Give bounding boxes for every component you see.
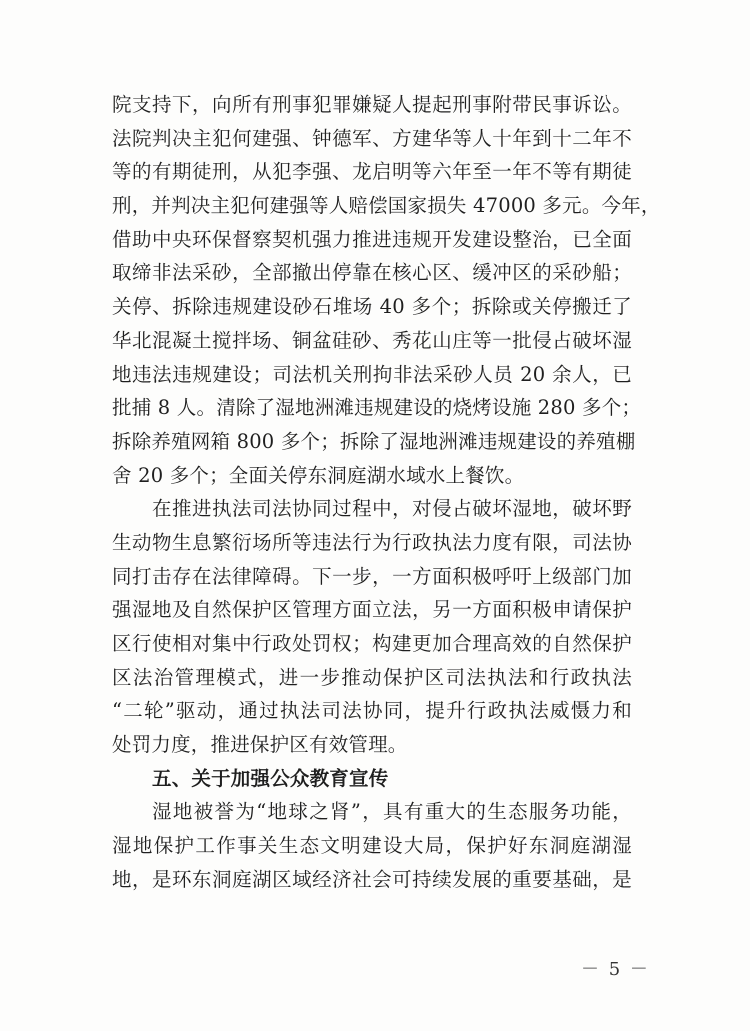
text-line: 区行使相对集中行政处罚权；构建更加合理高效的自然保护 — [112, 632, 632, 655]
text-line: 借助中央环保督察契机强力推进违规开发建设整治，已全面 — [112, 227, 632, 251]
text-line: “二轮”驱动，通过执法司法协同，提升行政执法威慑力和 — [112, 699, 632, 723]
text-line: 拆除养殖网箱 800 多个；拆除了湿地洲滩违规建设的养殖棚 — [112, 429, 636, 453]
section-heading: 五、关于加强公众教育宣传 — [152, 766, 389, 790]
text-line: 地，是环东洞庭湖区域经济社会可持续发展的重要基础，是 — [112, 867, 632, 891]
text-line: 舍 20 多个；全面关停东洞庭湖水域水上餐饮。 — [112, 463, 525, 487]
document-body — [112, 88, 661, 897]
text-line: 关停、拆除违规建设砂石堆场 40 多个；拆除或关停搬迁了 — [112, 295, 632, 319]
text-line: 湿地保护工作事关生态文明建设大局，保护好东洞庭湖湿 — [112, 834, 632, 858]
text-line: 院支持下，向所有刑事犯罪嫌疑人提起刑事附带民事诉讼。 — [112, 93, 632, 116]
paragraph-start-line: 湿地被誉为“地球之肾”，具有重大的生态服务功能， — [152, 800, 632, 824]
paragraph-start-line: 在推进执法司法协同过程中，对侵占破坏湿地，破坏野 — [152, 497, 632, 521]
text-line: 区法治管理模式，进一步推动保护区司法执法和行政执法 — [112, 665, 632, 689]
text-line: 批捕 8 人。清除了湿地洲滩违规建设的烧烤设施 280 多个； — [112, 396, 642, 420]
text-line: 等的有期徒刑，从犯李强、龙启明等六年至一年不等有期徒 — [112, 160, 632, 184]
text-line: 处罚力度，推进保护区有效管理。 — [112, 733, 408, 757]
text-line: 华北混凝土搅拌场、铜盆硅砂、秀花山庄等一批侵占破坏湿 — [112, 328, 632, 352]
text-line: 地违法违规建设；司法机关刑拘非法采砂人员 20 余人，已 — [112, 362, 632, 386]
text-line: 取缔非法采砂，全部撤出停靠在核心区、缓冲区的采砂船； — [112, 261, 632, 285]
text-line: 强湿地及自然保护区管理方面立法，另一方面积极申请保护 — [112, 598, 632, 622]
text-line: 同打击存在法律障碍。下一步，一方面积极呼吁上级部门加 — [112, 564, 632, 588]
text-line: 生动物生息繁衍场所等违法行为行政执法力度有限，司法协 — [112, 530, 632, 554]
page-number: － 5 － — [581, 959, 650, 980]
text-line: 法院判决主犯何建强、钟德军、方建华等人十年到十二年不 — [112, 126, 632, 150]
text-line: 刑，并判决主犯何建强等人赔偿国家损失 47000 多元。今年， — [112, 194, 661, 218]
